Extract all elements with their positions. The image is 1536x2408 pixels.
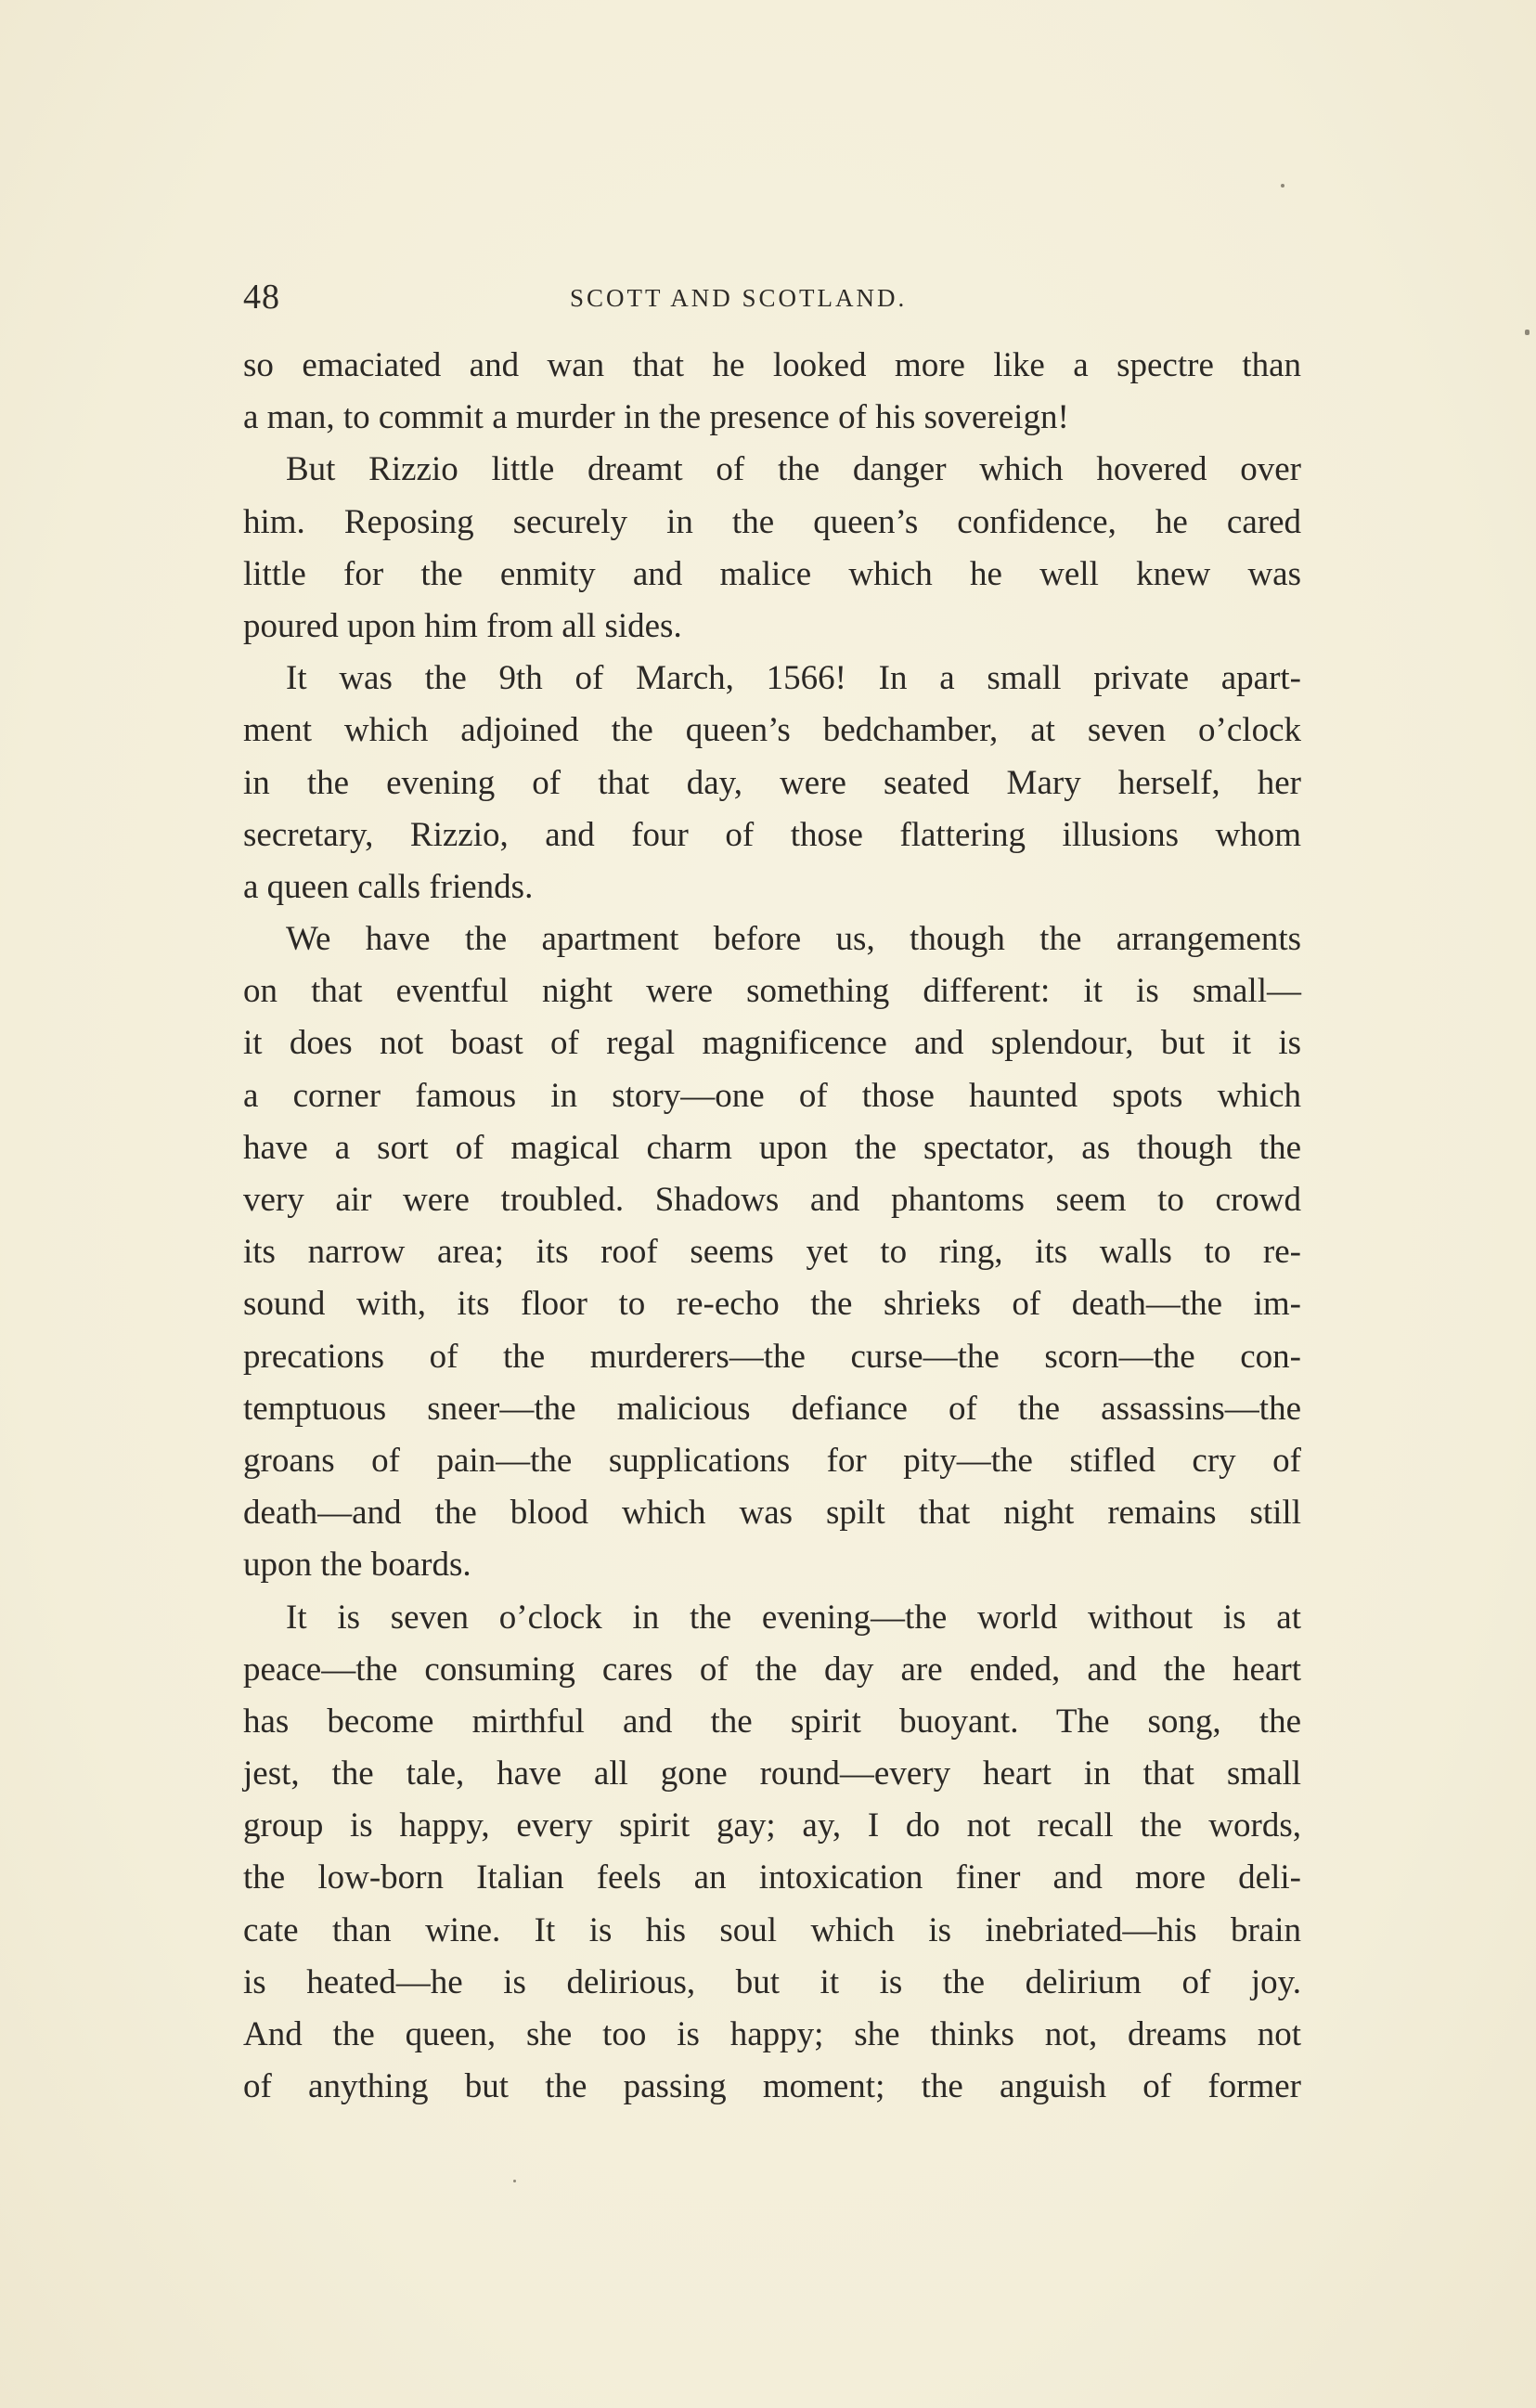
text-line: a man, to commit a murder in the presence of his sovereign! — [243, 398, 1069, 437]
paper-speck — [1525, 330, 1530, 335]
text-line: very air were troubled. Shadows and phantoms seem to crowd — [243, 1181, 1301, 1219]
text-line: a corner famous in story—one of those haunted spots which — [243, 1076, 1301, 1115]
text-line: It was the 9th of March, 1566! In a small private apart- — [286, 659, 1301, 698]
text-line: ment which adjoined the queen’s bedchamber, at seven o’clock — [243, 711, 1301, 750]
text-line: the low-born Italian feels an intoxication finer and more deli- — [243, 1858, 1301, 1897]
text-line: him. Reposing securely in the queen’s confidence, he cared — [243, 502, 1301, 541]
text-line: has become mirthful and the spirit buoyant. The song, the — [243, 1702, 1301, 1741]
text-line: But Rizzio little dreamt of the danger which hovered over — [286, 450, 1301, 489]
text-line: We have the apartment before us, though the arrangements — [286, 920, 1301, 959]
running-head: SCOTT AND SCOTLAND. — [570, 284, 908, 312]
text-line: it does not boast of regal magnificence and splendour, but it is — [243, 1024, 1301, 1063]
text-line: upon the boards. — [243, 1546, 471, 1585]
text-line: And the queen, she too is happy; she thinks not, dreams not — [243, 2015, 1301, 2053]
page-number: 48 — [243, 278, 280, 317]
paper-speck — [1281, 184, 1284, 188]
text-line: have a sort of magical charm upon the spectator, as though the — [243, 1128, 1301, 1167]
text-line: sound with, its floor to re-echo the shrieks of death—the im- — [243, 1285, 1301, 1324]
text-line: jest, the tale, have all gone round—every heart in that small — [243, 1754, 1301, 1793]
text-line: on that eventful night were something different: it is small— — [243, 972, 1301, 1011]
text-line: precations of the murderers—the curse—the scorn—the con- — [243, 1337, 1301, 1376]
text-line: its narrow area; its roof seems yet to ring, its walls to re- — [243, 1233, 1301, 1272]
text-line: cate than wine. It is his soul which is inebriated—his brain — [243, 1910, 1301, 1949]
text-line: group is happy, every spirit gay; ay, I do not recall the words, — [243, 1806, 1301, 1845]
text-line: in the evening of that day, were seated Mary herself, her — [243, 763, 1301, 802]
text-line: so emaciated and wan that he looked more like a spectre than — [243, 346, 1301, 384]
text-line: little for the enmity and malice which he well knew was — [243, 554, 1301, 593]
text-line: secretary, Rizzio, and four of those flattering illusions whom — [243, 815, 1301, 854]
body-text — [243, 340, 1301, 2113]
text-line: death—and the blood which was spilt that night remains still — [243, 1494, 1301, 1533]
text-line: is heated—he is delirious, but it is the delirium of joy. — [243, 1962, 1301, 2001]
text-line: It is seven o’clock in the evening—the world without is at — [286, 1598, 1301, 1637]
text-line: peace—the consuming cares of the day are ended, and the heart — [243, 1650, 1301, 1689]
text-line: of anything but the passing moment; the anguish of former — [243, 2067, 1301, 2106]
text-line: poured upon him from all sides. — [243, 606, 682, 645]
text-line: temptuous sneer—the malicious defiance of the assassins—the — [243, 1389, 1301, 1428]
text-line: groans of pain—the supplications for pity—the stifled cry of — [243, 1441, 1301, 1480]
page-header — [243, 277, 1301, 332]
paper-speck — [513, 2180, 516, 2182]
text-line: a queen calls friends. — [243, 867, 534, 906]
